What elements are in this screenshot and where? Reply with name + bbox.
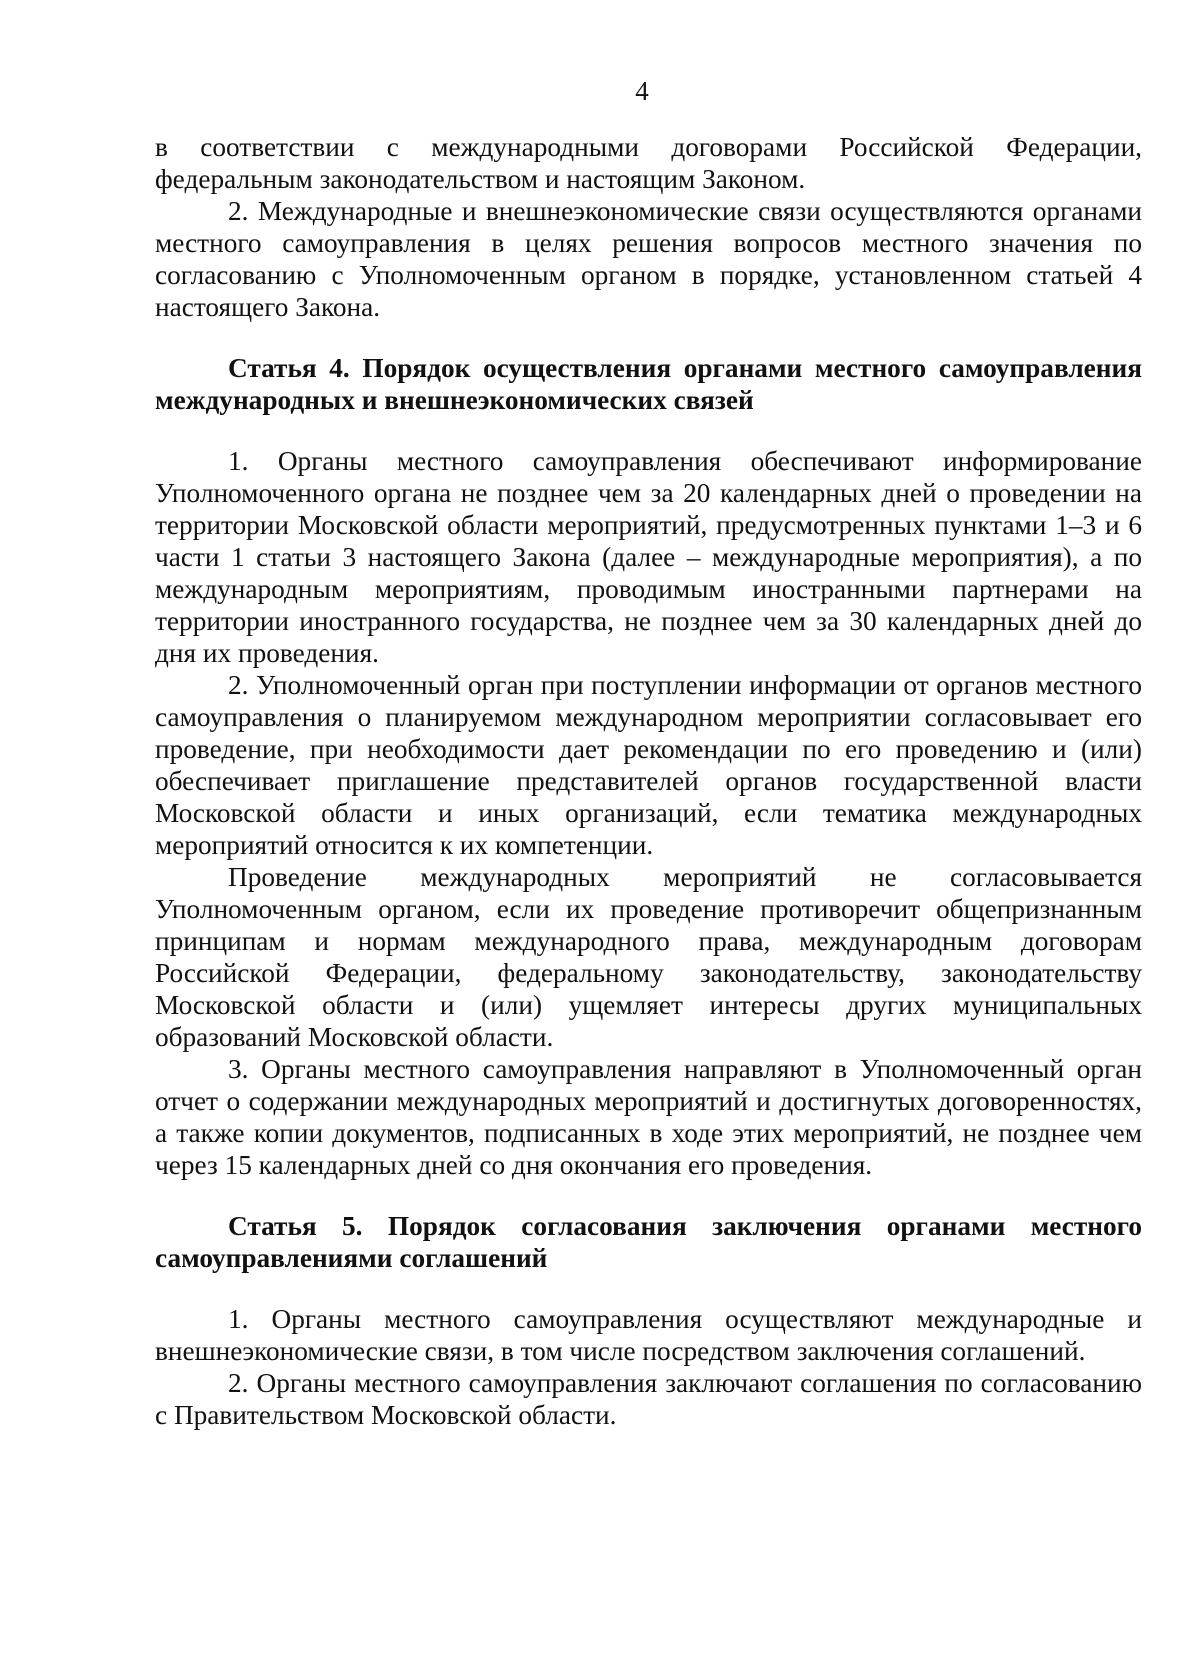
article4-heading: Статья 4. Порядок осуществления органами местного самоуправления международных и внешнеэкономических связей — [155, 353, 1142, 415]
spacer — [155, 416, 1142, 445]
paragraph-article4-part2-continued: Проведение международных мероприятий не согласовывается Уполномоченным органом, если их проведение противоречит общепризнанным принципам и нормам международного права, международным договорам Российской Федерации, федеральному законодательству, законодательству Московской области и (или) ущемляет интересы других муниципальных образований Московской области. — [155, 862, 1142, 1052]
paragraph-article4-part2: 2. Уполномоченный орган при поступлении информации от органов местного самоуправления о планируемом международном мероприятии согласовывает его проведение, при необходимости дает рекомендации по его проведению и (или) обеспечивает приглашение представителей органов государственной власти Московской области и иных организаций, если тематика международных мероприятий относится к их компетенции. — [155, 670, 1142, 860]
paragraph-article5-part1: 1. Органы местного самоуправления осуществляют международные и внешнеэкономические связи, в том числе посредством заключения соглашений. — [155, 1304, 1142, 1366]
page-number: 4 — [635, 76, 649, 106]
spacer — [155, 323, 1142, 352]
spacer — [155, 1274, 1142, 1303]
article5-heading: Статья 5. Порядок согласования заключения органами местного самоуправлениями соглашений — [155, 1211, 1142, 1273]
paragraph-article3-part2: 2. Международные и внешнеэкономические связи осуществляются органами местного самоуправления в целях решения вопросов местного значения по согласованию с Уполномоченным органом в порядке, установленном статьей 4 настоящего Закона. — [155, 196, 1142, 322]
paragraph-article4-part3: 3. Органы местного самоуправления направляют в Уполномоченный орган отчет о содержании международных мероприятий и достигнутых договоренностях, а также копии документов, подписанных в ходе этих мероприятий, не позднее чем через 15 календарных дней со дня окончания его проведения. — [155, 1054, 1142, 1180]
document-body — [155, 131, 1142, 1431]
spacer — [155, 1181, 1142, 1210]
paragraph-article5-part2: 2. Органы местного самоуправления заключают соглашения по согласованию с Правительством Московской области. — [155, 1368, 1142, 1430]
paragraph-continuation: в соответствии с международными договорами Российской Федерации, федеральным законодательством и настоящим Законом. — [155, 132, 1142, 194]
paragraph-article4-part1: 1. Органы местного самоуправления обеспечивают информирование Уполномоченного органа не позднее чем за 20 календарных дней о проведении на территории Московской области мероприятий, предусмотренных пунктами 1–3 и 6 части 1 статьи 3 настоящего Закона (далее – международные мероприятия), а по международным мероприятиям, проводимым иностранными партнерами на территории иностранного государства, не позднее чем за 30 календарных дней до дня их проведения. — [155, 446, 1142, 668]
